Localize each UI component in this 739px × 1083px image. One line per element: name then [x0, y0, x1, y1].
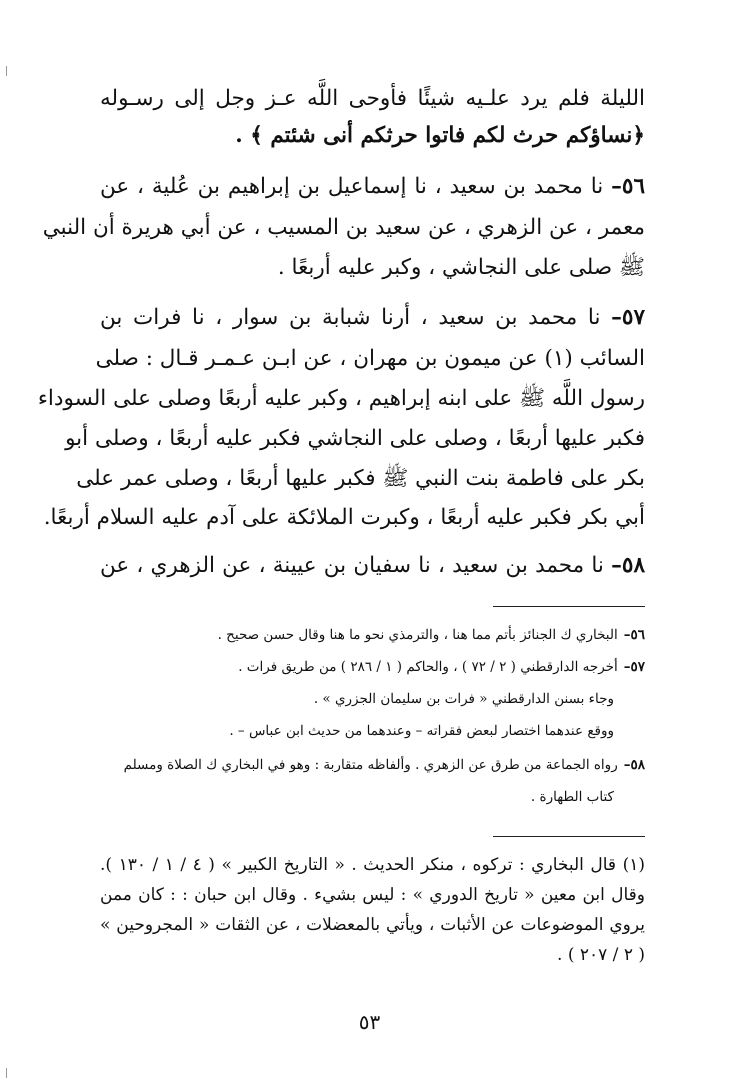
footnote-57-line3: ووقع عندهما اختصار لبعض فقراته – وعندهما من حديث ابن عباس – . — [229, 723, 614, 739]
page-number: ٥٣ — [358, 1010, 381, 1034]
footnote-57 — [100, 656, 645, 678]
footnote-56-text: البخاري ك الجنائز بأتم مما هنا ، والترمذي نحو ما هنا وقال حسن صحيح . — [217, 627, 618, 643]
hadith-57-line — [100, 303, 645, 333]
note-1-line: وقال ابن معين « تاريخ الدوري » : ليس بشيء . وقال ابن حبان : : كان ممن — [100, 885, 645, 905]
hadith-58-number: ٥٨– — [611, 553, 645, 578]
note-1-line: ( ٢ / ٢٠٧ ) . — [557, 945, 645, 965]
footnote-57-line2: وجاء بسنن الدارقطني « فرات بن سليمان الجزري » . — [313, 691, 614, 707]
hadith-56-line — [100, 172, 645, 202]
hadith-56-number: ٥٦– — [611, 174, 645, 199]
text-line: فكبر عليها أربعًا ، وصلى على النجاشي فكبر عليه أربعًا ، وصلى أبو — [65, 426, 645, 451]
quran-verse-line: ﴿نساؤكم حرث لكم فاتوا حرثكم أنى شئتم ﴾ . — [235, 123, 645, 148]
note-1-line: (١) قال البخاري : تركوه ، منكر الحديث . « التاريخ الكبير » ( ٤ / ١ / ١٣٠ ). — [100, 855, 645, 875]
text-line: بكر على فاطمة بنت النبي ﷺ فكبر عليها أربعًا ، وصلى عمر على — [76, 466, 645, 491]
hadith-57-number: ٥٧– — [611, 305, 645, 330]
text-line: أبي بكر فكبر عليه أربعًا ، وكبرت الملائكة على آدم عليه السلام أربعًا. — [43, 505, 645, 530]
text-line: معمر ، عن الزهري ، عن سعيد بن المسيب ، عن أبي هريرة أن النبي — [42, 215, 645, 240]
footnote-58-line2: كتاب الطهارة . — [530, 789, 614, 805]
scan-mark — [6, 66, 7, 76]
scan-mark — [6, 1068, 7, 1078]
text-line: السائب (١) عن ميمون بن مهران ، عن ابـن عـمـر قـال : صلى — [95, 346, 645, 371]
note-separator — [493, 836, 645, 837]
text-line: ﷺ صلى على النجاشي ، وكبر عليه أربعًا . — [277, 255, 645, 280]
hadith-57-text: نا محمد بن سعيد ، أرنا شبابة بن سوار ، نا فرات بن — [100, 305, 601, 330]
hadith-56-text: نا محمد بن سعيد ، نا إسماعيل بن إبراهيم بن عُلية ، عن — [100, 174, 604, 199]
footnote-58 — [100, 754, 645, 776]
text-line: الليلة فلم يرد علـيه شيئًا فأوحى اللَّه عـز وجل إلى رسـوله — [100, 86, 645, 111]
footnote-57-text: أخرجه الدارقطني ( ٢ / ٧٢ ) ، والحاكم ( ١ / ٢٨٦ ) من طريق فرات . — [238, 659, 618, 675]
note-1-line: يروي الموضوعات عن الأثبات ، ويأتي بالمعضلات ، عن الثقات « المجروحين » — [100, 915, 645, 935]
hadith-58-text: نا محمد بن سعيد ، نا سفيان بن عيينة ، عن الزهري ، عن — [100, 553, 604, 578]
footnote-56-label: ٥٦– — [623, 627, 645, 643]
footnote-separator — [493, 606, 645, 607]
footnote-56 — [100, 624, 645, 646]
footnote-58-text: رواه الجماعة من طرق عن الزهري . وألفاظه متقاربة : وهو في البخاري ك الصلاة ومسلم — [123, 757, 618, 773]
hadith-58-line — [100, 551, 645, 581]
footnote-58-label: ٥٨– — [623, 757, 645, 773]
footnote-57-label: ٥٧– — [623, 659, 645, 675]
text-line: رسول اللَّه ﷺ على ابنه إبراهيم ، وكبر عليه أربعًا وصلى على السوداء — [37, 386, 645, 411]
